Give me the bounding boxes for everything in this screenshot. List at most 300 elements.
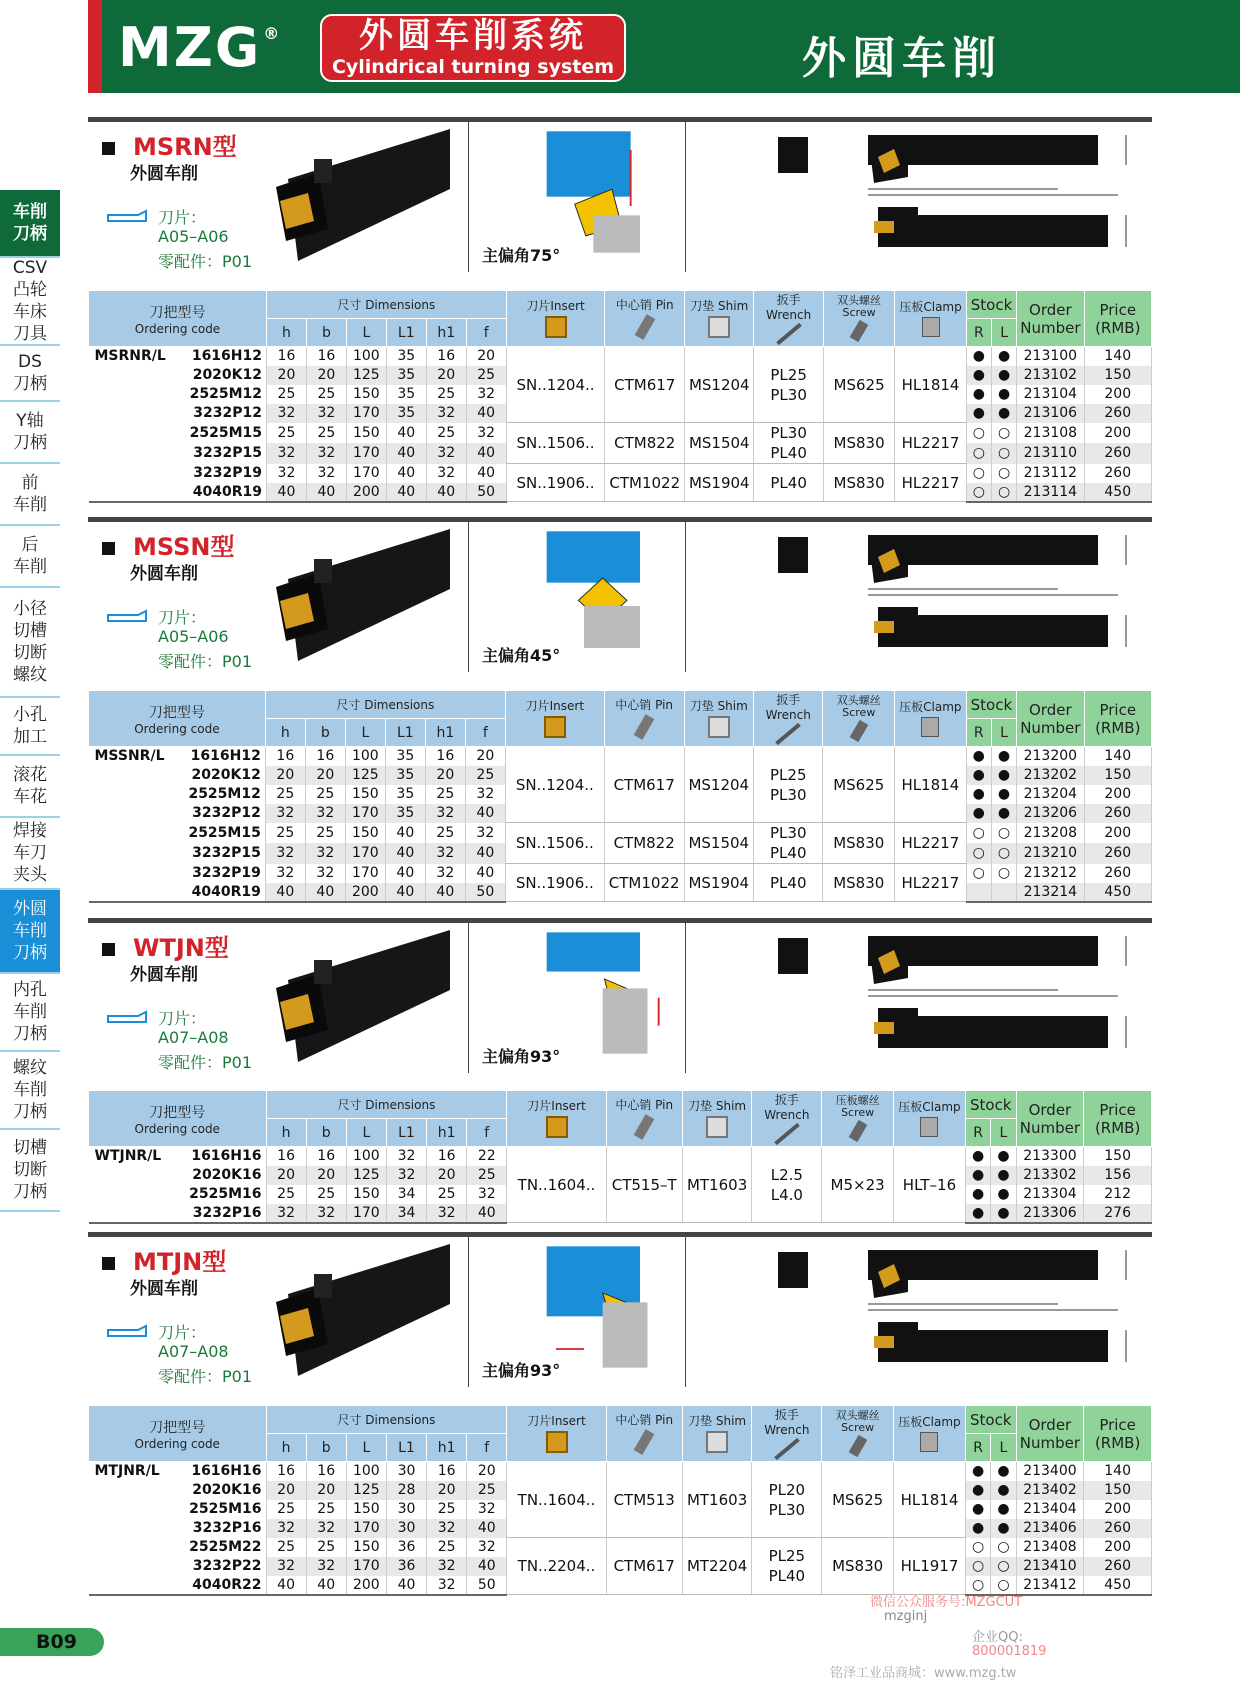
dim-l: 150	[345, 823, 385, 844]
dim-h: 32	[267, 464, 307, 483]
dim-f: 25	[467, 1481, 507, 1500]
stock-l: ●	[991, 1147, 1016, 1166]
bullet-square-icon	[102, 943, 115, 956]
code-prefix	[89, 804, 171, 823]
stock-l: ○	[991, 843, 1016, 864]
header-stock: Stock	[966, 291, 1016, 319]
pin-model: CTM513	[606, 1462, 682, 1538]
dim-l1: 35	[386, 385, 426, 404]
table-row	[89, 464, 1152, 483]
header-dim-l1: L1	[385, 719, 425, 747]
order-number: 213412	[1016, 1576, 1084, 1595]
price: 150	[1084, 366, 1151, 385]
price: 450	[1084, 483, 1151, 502]
dim-h1: 20	[425, 766, 465, 785]
price: 260	[1084, 464, 1151, 483]
order-number: 213406	[1016, 1519, 1084, 1538]
header-shim: 刀垫 Shim	[682, 1091, 752, 1147]
clamp-model: HL2217	[895, 423, 966, 464]
dim-h: 32	[266, 1519, 306, 1538]
stock-r: ○	[966, 843, 991, 864]
wrench-icon	[774, 1438, 800, 1460]
stock-l: ●	[992, 404, 1017, 423]
stock-r: ●	[965, 1147, 990, 1166]
insert-model: TN..2204..	[507, 1538, 606, 1595]
header-stock-l: L	[991, 1434, 1016, 1462]
dim-h1: 32	[426, 404, 466, 423]
dim-l1: 32	[386, 1166, 426, 1185]
stock-r: ○	[965, 1538, 990, 1557]
header-wrench: 扳手Wrench	[752, 1406, 822, 1462]
stock-l: ●	[991, 804, 1016, 823]
tool-holder-photo	[268, 930, 450, 1062]
dim-l: 125	[346, 1481, 386, 1500]
clamp-model: HL1814	[895, 347, 966, 423]
stock-r: ●	[966, 385, 991, 404]
header-dimensions: 尺寸 Dimensions	[266, 1406, 507, 1434]
order-number: 213206	[1017, 804, 1084, 823]
order-number: 213110	[1017, 443, 1084, 464]
shim-icon	[706, 1116, 728, 1138]
header-pin: 中心销 Pin	[606, 1091, 682, 1147]
model-code: 3232P15	[171, 843, 266, 864]
spare-parts: 零配件：P01	[158, 252, 253, 271]
screw-model: MS830	[822, 1538, 894, 1595]
tool-holder-photo	[268, 1244, 450, 1376]
price: 140	[1084, 747, 1152, 766]
column-divider	[685, 923, 686, 1073]
dim-l1: 35	[386, 366, 426, 385]
header-shim: 刀垫 Shim	[684, 691, 753, 747]
pin-model: CTM1022	[604, 864, 684, 902]
section-title: MSSN型	[102, 527, 234, 562]
stock-r: ○	[966, 423, 991, 444]
header-order-number: Order Number	[1016, 1091, 1084, 1147]
model-code: 3232P22	[171, 1557, 266, 1576]
system-title-cn: 外圆车削系统	[359, 16, 587, 56]
stock-l: ●	[991, 1481, 1016, 1500]
header-dim-h1: h1	[427, 1119, 467, 1147]
footer-wechat: 微信公众服务号:MZGCUT	[870, 1595, 1023, 1610]
header-screw: 压板螺丝 Screw	[822, 1091, 894, 1147]
section-divider	[88, 517, 1152, 522]
cutting-angle-diagram	[528, 527, 668, 657]
clamp-model: HL1814	[895, 747, 967, 823]
header-wrench: 扳手Wrench	[752, 1091, 822, 1147]
dim-h1: 25	[425, 823, 465, 844]
code-prefix	[89, 443, 172, 464]
header-pin: 中心销 Pin	[605, 291, 685, 347]
table-row	[89, 1538, 1152, 1557]
stock-r: ○	[966, 443, 991, 464]
header-dim-h: h	[266, 1119, 306, 1147]
spare-parts: 零配件：P01	[158, 1367, 253, 1386]
dim-b: 32	[306, 464, 346, 483]
sidebar-item[interactable]: 内孔 车削 刀柄	[0, 974, 60, 1052]
dim-h: 32	[266, 1204, 306, 1223]
stock-l: ○	[991, 823, 1016, 844]
dim-l: 150	[346, 1538, 386, 1557]
dim-h: 32	[266, 1557, 306, 1576]
approach-angle-label: 主偏角93°	[482, 1361, 561, 1380]
price: 260	[1084, 443, 1151, 464]
clamp-model: HL2217	[895, 464, 966, 502]
stock-l: ●	[992, 385, 1017, 404]
header-order-number: Order Number	[1016, 1406, 1084, 1462]
shim-model: MS1204	[685, 347, 754, 423]
dim-h: 20	[267, 366, 307, 385]
header-dim-l: L	[346, 319, 386, 347]
screw-model: MS830	[823, 464, 894, 502]
product-section	[88, 117, 1152, 500]
stock-r: ○	[965, 1557, 990, 1576]
code-prefix: MSSNR/L	[94, 748, 165, 765]
price: 200	[1084, 785, 1152, 804]
clamp-model: HL2217	[895, 864, 967, 902]
sidebar-item[interactable]: 前 车削	[0, 464, 60, 526]
code-prefix	[89, 423, 172, 444]
dim-l1: 40	[385, 864, 425, 883]
dim-f: 20	[465, 747, 505, 766]
price: 260	[1084, 804, 1152, 823]
footer-qq-label: 企业QQ:	[972, 1630, 1023, 1645]
dim-b: 32	[305, 843, 345, 864]
header-stock-l: L	[991, 1119, 1016, 1147]
pointing-hand-icon	[106, 207, 156, 225]
insert-model: SN..1906..	[505, 864, 604, 902]
header-dim-h: h	[265, 719, 305, 747]
stock-r: ○	[966, 464, 991, 483]
stock-l: ●	[991, 1500, 1016, 1519]
header-dim-b: b	[306, 319, 346, 347]
dim-b: 25	[306, 423, 346, 444]
screw-model: MS625	[823, 747, 895, 823]
column-divider	[468, 122, 469, 272]
stock-l: ○	[992, 423, 1017, 444]
insert-range: A05–A06	[158, 227, 229, 246]
table-row	[89, 747, 1152, 766]
pin-model: CTM617	[605, 347, 685, 423]
header-dimensions: 尺寸 Dimensions	[267, 291, 507, 319]
shim-model: MT1603	[682, 1147, 752, 1223]
code-prefix	[89, 1500, 171, 1519]
dim-l1: 30	[386, 1462, 426, 1481]
stock-l: ○	[992, 483, 1017, 502]
order-number: 213202	[1017, 766, 1084, 785]
dim-h: 20	[266, 1166, 306, 1185]
code-prefix	[89, 766, 171, 785]
dim-l: 150	[346, 1185, 386, 1204]
header-dim-h1: h1	[427, 1434, 467, 1462]
section-title: MTJN型	[102, 1242, 226, 1277]
model-code: 3232P15	[172, 443, 267, 464]
stock-r: ●	[965, 1481, 990, 1500]
wrench-model: L2.5 L4.0	[752, 1147, 822, 1223]
code-prefix	[89, 883, 171, 902]
page-title: 外圆车削	[802, 33, 1002, 84]
order-number: 213404	[1016, 1500, 1084, 1519]
dim-f: 25	[465, 766, 505, 785]
pin-icon	[634, 1114, 655, 1140]
order-number: 213108	[1017, 423, 1084, 444]
model-code: 3232P12	[171, 804, 266, 823]
dim-f: 20	[466, 347, 506, 366]
model-code: 2525M12	[171, 785, 266, 804]
wrench-model: PL40	[754, 864, 823, 902]
column-divider	[468, 522, 469, 672]
dim-h1: 40	[426, 483, 466, 502]
model-code: 3232P19	[171, 864, 266, 883]
category-sidebar	[0, 190, 60, 1212]
dim-b: 25	[306, 385, 346, 404]
section-divider	[88, 1232, 1152, 1237]
shim-model: MT1603	[682, 1462, 752, 1538]
code-prefix	[89, 385, 172, 404]
header-screw: 双头螺丝 Screw	[823, 291, 894, 347]
shim-icon	[706, 1431, 728, 1453]
dim-h1: 25	[427, 1185, 467, 1204]
code-prefix	[89, 1519, 171, 1538]
dim-l: 150	[346, 423, 386, 444]
order-number: 213102	[1017, 366, 1084, 385]
dim-f: 50	[465, 883, 505, 902]
sidebar-item[interactable]: 螺纹 车削 刀柄	[0, 1052, 60, 1130]
code-prefix	[89, 1538, 171, 1557]
pin-icon	[634, 314, 655, 340]
stock-l: ●	[991, 785, 1016, 804]
price: 260	[1084, 843, 1152, 864]
dim-l: 170	[346, 464, 386, 483]
price: 260	[1084, 864, 1152, 883]
stock-r: ●	[965, 1500, 990, 1519]
dim-f: 40	[465, 864, 505, 883]
dim-l1: 35	[385, 804, 425, 823]
sidebar-item[interactable]: 车削 刀柄	[0, 190, 60, 258]
pin-icon	[634, 714, 655, 740]
header-stock-r: R	[965, 1434, 990, 1462]
order-number: 213106	[1017, 404, 1084, 423]
header-clamp: 压板Clamp	[894, 1091, 966, 1147]
stock-r: ○	[966, 483, 991, 502]
table-row	[89, 1462, 1152, 1481]
header-shim: 刀垫 Shim	[685, 291, 754, 347]
dim-l1: 35	[385, 766, 425, 785]
dim-f: 40	[466, 464, 506, 483]
dimension-drawing	[778, 1242, 1138, 1382]
dim-l1: 40	[385, 843, 425, 864]
sidebar-item[interactable]: 小孔 加工	[0, 698, 60, 756]
wrench-model: PL20 PL30	[752, 1462, 822, 1538]
dim-h: 25	[266, 1538, 306, 1557]
dim-l: 150	[345, 785, 385, 804]
dim-b: 20	[306, 1481, 346, 1500]
dim-l: 100	[346, 347, 386, 366]
header-dim-f: f	[465, 719, 505, 747]
header-stock-l: L	[992, 319, 1017, 347]
shim-model: MS1204	[684, 747, 753, 823]
header-dim-l: L	[345, 719, 385, 747]
dim-h1: 20	[427, 1166, 467, 1185]
model-code: 1616H12	[171, 747, 266, 766]
sidebar-item[interactable]: 滚花 车花	[0, 756, 60, 818]
wrench-model: PL40	[754, 464, 823, 502]
dim-l: 170	[346, 1519, 386, 1538]
header-pin: 中心销 Pin	[606, 1406, 682, 1462]
table-row	[89, 423, 1152, 444]
insert-label: 刀片：	[158, 608, 207, 627]
code-prefix: MTJNR/L	[94, 1463, 160, 1480]
order-number: 213400	[1016, 1462, 1084, 1481]
header-ordering-code: 刀把型号 Ordering code	[89, 1091, 267, 1147]
dim-b: 32	[306, 1519, 346, 1538]
stock-r: ●	[965, 1204, 990, 1223]
order-number: 213306	[1016, 1204, 1084, 1223]
sidebar-item[interactable]: 焊接 车刀 夹头	[0, 818, 60, 890]
screw-model: MS830	[823, 864, 895, 902]
price: 150	[1084, 766, 1152, 785]
dim-b: 32	[306, 404, 346, 423]
stock-r: ●	[966, 404, 991, 423]
bullet-square-icon	[102, 1257, 115, 1270]
dim-l1: 32	[386, 1147, 426, 1166]
dim-h: 25	[265, 823, 305, 844]
order-number: 213302	[1016, 1166, 1084, 1185]
price: 260	[1084, 1519, 1152, 1538]
code-prefix	[89, 1204, 171, 1223]
header-price: Price (RMB)	[1084, 691, 1152, 747]
dim-l1: 36	[386, 1538, 426, 1557]
sidebar-item[interactable]: 后 车削	[0, 526, 60, 588]
stock-r	[966, 883, 991, 902]
sidebar-item[interactable]: DS 刀柄	[0, 346, 60, 402]
header-shim: 刀垫 Shim	[682, 1406, 752, 1462]
stock-l: ●	[991, 1185, 1016, 1204]
dim-l1: 36	[386, 1557, 426, 1576]
screw-model: MS830	[823, 823, 895, 864]
column-divider	[685, 1237, 686, 1387]
code-prefix	[89, 366, 172, 385]
header-stock-r: R	[966, 319, 991, 347]
dim-l: 100	[345, 747, 385, 766]
order-number: 213112	[1017, 464, 1084, 483]
header-wrench: 扳手Wrench	[754, 691, 823, 747]
wrench-model: PL30 PL40	[754, 423, 823, 464]
dim-h1: 32	[426, 443, 466, 464]
shim-model: MS1504	[685, 423, 754, 464]
sidebar-item[interactable]: 切槽 切断 刀柄	[0, 1130, 60, 1212]
price: 150	[1084, 1147, 1152, 1166]
code-prefix	[89, 823, 171, 844]
table-row	[89, 823, 1152, 844]
sidebar-item[interactable]: CSV 凸轮 车床 刀具	[0, 258, 60, 346]
screw-model: M5×23	[822, 1147, 894, 1223]
dim-h: 25	[267, 423, 307, 444]
header-dim-l1: L1	[386, 1119, 426, 1147]
dim-l1: 35	[386, 347, 426, 366]
stock-r: ●	[965, 1462, 990, 1481]
shim-model: MT2204	[682, 1538, 752, 1595]
spec-table	[88, 690, 1152, 903]
sidebar-item[interactable]: Y轴 刀柄	[0, 402, 60, 464]
dim-b: 32	[305, 864, 345, 883]
sidebar-item[interactable]: 小径 切槽 切断 螺纹	[0, 588, 60, 698]
header-dim-b: b	[306, 1119, 346, 1147]
model-code: 3232P19	[172, 464, 267, 483]
table-row	[89, 347, 1152, 366]
section-subtitle: 外圆车削	[130, 1279, 198, 1299]
stock-l: ●	[991, 766, 1016, 785]
clamp-model: HL2217	[895, 823, 967, 864]
dim-l: 125	[346, 1166, 386, 1185]
header-dimensions: 尺寸 Dimensions	[266, 1091, 507, 1119]
price: 260	[1084, 404, 1151, 423]
order-number: 213304	[1016, 1185, 1084, 1204]
order-number: 213402	[1016, 1481, 1084, 1500]
shim-icon	[708, 716, 730, 738]
dim-l: 150	[346, 1500, 386, 1519]
model-code: 2020K16	[171, 1166, 266, 1185]
stock-l	[991, 883, 1016, 902]
dim-b: 32	[306, 1557, 346, 1576]
model-code: 4040R22	[171, 1576, 266, 1595]
header-ordering-code: 刀把型号 Ordering code	[89, 1406, 267, 1462]
header-clamp: 压板Clamp	[894, 1406, 966, 1462]
product-section	[88, 1232, 1152, 1612]
order-number: 213300	[1016, 1147, 1084, 1166]
order-number: 213100	[1017, 347, 1084, 366]
sidebar-item[interactable]: 外圆 车削 刀柄	[0, 890, 60, 974]
dim-b: 32	[305, 804, 345, 823]
code-prefix	[89, 1166, 171, 1185]
dim-l: 100	[346, 1147, 386, 1166]
dim-h: 40	[267, 483, 307, 502]
dim-f: 25	[467, 1166, 507, 1185]
model-code: 2525M15	[171, 823, 266, 844]
header-price: Price (RMB)	[1084, 291, 1151, 347]
model-code: 2020K16	[171, 1481, 266, 1500]
insert-model: TN..1604..	[507, 1462, 606, 1538]
dim-l: 170	[346, 1204, 386, 1223]
dim-f: 40	[467, 1557, 507, 1576]
dim-f: 40	[465, 804, 505, 823]
column-divider	[468, 1237, 469, 1387]
insert-icon	[546, 1116, 568, 1138]
spec-table	[88, 1405, 1152, 1596]
dim-l: 170	[346, 443, 386, 464]
dim-l: 100	[346, 1462, 386, 1481]
dim-h1: 32	[426, 464, 466, 483]
price: 150	[1084, 1481, 1152, 1500]
dim-f: 40	[466, 404, 506, 423]
header-dim-l1: L1	[386, 1434, 426, 1462]
dim-f: 32	[467, 1538, 507, 1557]
code-prefix	[89, 483, 172, 502]
header-order-number: Order Number	[1017, 291, 1084, 347]
dim-b: 32	[306, 1204, 346, 1223]
model-code: 1616H16	[171, 1147, 266, 1166]
price: 200	[1084, 423, 1151, 444]
dim-h1: 25	[426, 385, 466, 404]
dim-f: 25	[466, 366, 506, 385]
header-dim-b: b	[306, 1434, 346, 1462]
dim-b: 40	[306, 483, 346, 502]
insert-label: 刀片：	[158, 1009, 207, 1028]
header-dim-h: h	[266, 1434, 306, 1462]
dim-h1: 25	[426, 423, 466, 444]
header-clamp: 压板Clamp	[895, 291, 966, 347]
price: 200	[1084, 385, 1151, 404]
dim-l1: 40	[386, 443, 426, 464]
